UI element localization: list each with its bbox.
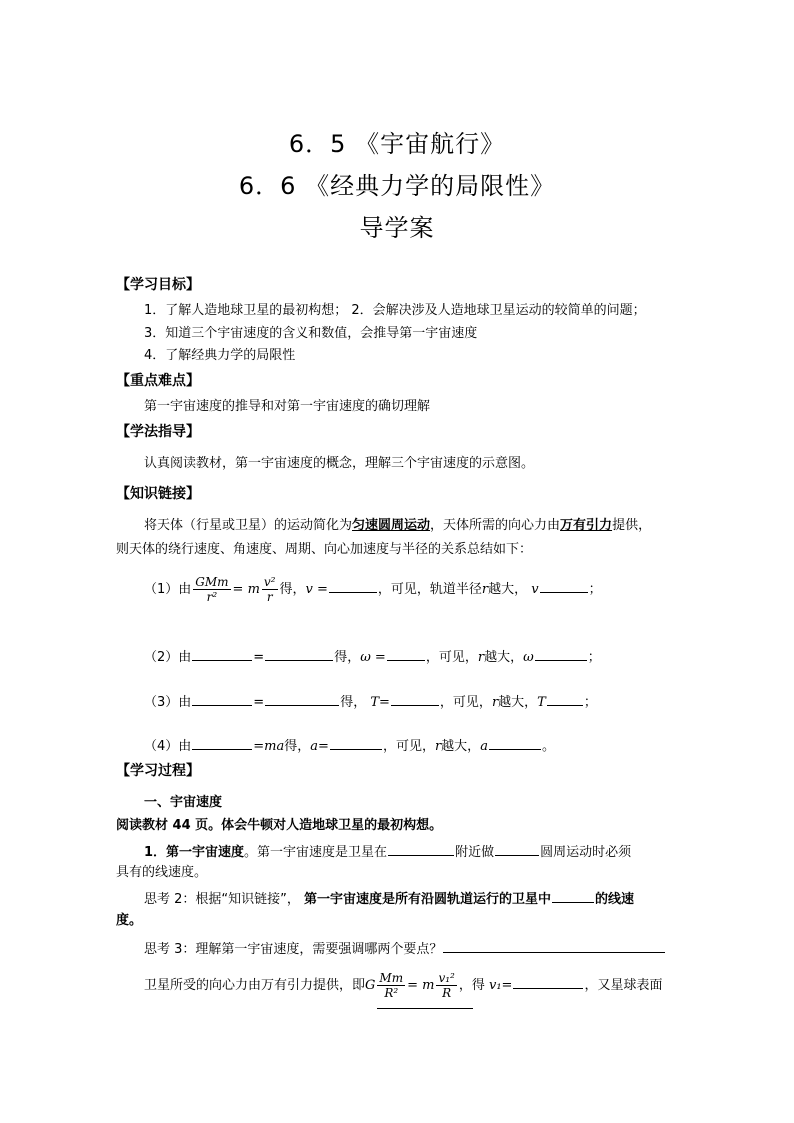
answer-blank[interactable] [443, 939, 665, 953]
var-G: G [365, 978, 376, 993]
q-prefix: （1）由 [144, 582, 192, 597]
q-text: ； [588, 582, 602, 597]
answer-blank[interactable] [513, 975, 583, 989]
q-text: 。 [541, 739, 555, 754]
var-omega: ω [523, 650, 534, 665]
first-cosmic-speed [144, 842, 631, 862]
p1-text: 附近做 [455, 845, 495, 860]
answer-blank[interactable] [552, 889, 594, 903]
q-text: 越大， [484, 650, 524, 665]
answer-blank[interactable] [330, 736, 382, 750]
last-text: ，又星球表面 [584, 978, 663, 993]
keypoints-heading: 【重点难点】 [116, 373, 200, 389]
var-T: T= [370, 695, 390, 710]
equals-m: = m [232, 582, 260, 597]
q-text: ，可见， [439, 695, 492, 710]
reading-instruction: 阅读教材 44 页。体会牛顿对人造地球卫星的最初构想。 [116, 818, 443, 833]
q-text: 得， [284, 739, 311, 754]
links-intro-line2: 则天体的绕行速度、角速度、周期、向心加速度与半径的关系总结如下： [116, 542, 533, 557]
var-r: r [491, 695, 499, 710]
q-text: 越大， [488, 582, 528, 597]
var-v1: v₁= [489, 978, 513, 993]
answer-blank[interactable] [388, 842, 454, 856]
doc-title-1: 6．5 《宇宙航行》 [288, 130, 506, 158]
p1-text: 圆周运动时必须 [540, 845, 632, 860]
answer-blank[interactable] [192, 647, 252, 661]
think2-bold: 第一宇宙速度是所有沿圆轨道运行的卫星中 [304, 892, 552, 907]
q-text: = [253, 695, 265, 710]
objective-item: 3．知道三个宇宙速度的含义和数值，会推导第一宇宙速度 [144, 326, 478, 341]
answer-blank[interactable] [265, 647, 333, 661]
objectives-heading: 【学习目标】 [116, 277, 200, 293]
var-r: r [481, 582, 489, 597]
p1-text: 。第一宇宙速度是卫星在 [244, 845, 388, 860]
links-intro [144, 517, 651, 535]
frac-num: v₁² [438, 971, 455, 985]
question-4 [144, 736, 555, 756]
question-3 [144, 692, 597, 712]
frac-den: r² [206, 590, 218, 604]
answer-blank[interactable] [535, 647, 587, 661]
q-text: 得， [334, 650, 361, 665]
q-prefix: （3）由 [144, 695, 192, 710]
equals-m: = m [407, 978, 435, 993]
answer-blank[interactable] [547, 692, 583, 706]
links-heading: 【知识链接】 [116, 486, 200, 502]
first-cosmic-speed-line2: 具有的线速度。 [116, 865, 208, 880]
last-text: 卫星所受的向心力由万有引力提供，即 [144, 978, 366, 993]
last-paragraph [144, 966, 662, 1006]
question-1 [144, 572, 602, 608]
q-text: ，可见， [425, 650, 478, 665]
fraction-gmm-r2 [193, 575, 230, 604]
intro-text: 将天体（行星或卫星）的运动简化为 [144, 518, 353, 533]
var-v: v = [305, 582, 328, 597]
var-a: a= [310, 739, 329, 754]
var-a: a [480, 739, 488, 754]
var-ma: =ma [253, 739, 285, 754]
q-text: ； [587, 650, 601, 665]
objective-item: 4．了解经典力学的局限性 [144, 348, 296, 363]
frac-den: r [266, 590, 273, 604]
think2-text: 思考 2：根据“知识链接”， [144, 892, 300, 907]
answer-blank[interactable] [329, 579, 377, 593]
p1-bold: 1．第一宇宙速度 [144, 845, 245, 860]
frac-num: Mm [379, 971, 404, 985]
q-text: = [253, 650, 265, 665]
q-text: ，可见， [382, 739, 435, 754]
frac-den: R² [384, 986, 399, 1000]
method-heading: 【学法指导】 [116, 424, 200, 440]
q-text: 得， [340, 695, 367, 710]
var-r: r [434, 739, 442, 754]
formula-underline [377, 1008, 473, 1009]
fraction-v2-r [262, 575, 278, 604]
intro-text: 提供， [612, 518, 652, 533]
keypoints-text: 第一宇宙速度的推导和对第一宇宙速度的确切理解 [144, 399, 431, 414]
fraction-v1-r [436, 971, 456, 1000]
think3-text: 思考 3：理解第一宇宙速度，需要强调哪两个要点？ [144, 942, 443, 957]
fraction-mm-r2 [377, 971, 405, 1000]
intro-emphasis: 万有引力 [560, 518, 613, 533]
answer-blank[interactable] [192, 736, 252, 750]
q-prefix: （2）由 [144, 650, 192, 665]
method-text: 认真阅读教材，第一宇宙速度的概念，理解三个宇宙速度的示意图。 [144, 456, 535, 471]
think2-bold: 的线速 [595, 892, 635, 907]
doc-title-2: 6．6 《经典力学的局限性》 [238, 172, 556, 200]
frac-num: GMm [195, 575, 229, 589]
last-text: ，得 [458, 978, 485, 993]
frac-num: v² [263, 575, 276, 589]
think-3 [144, 939, 666, 959]
answer-blank[interactable] [540, 579, 588, 593]
think-2 [144, 889, 634, 909]
q-text: ； [583, 695, 597, 710]
var-r: r [477, 650, 485, 665]
answer-blank[interactable] [391, 692, 439, 706]
var-omega: ω = [360, 650, 386, 665]
q-text: ，可见，轨道半径 [377, 582, 482, 597]
var-v: v [531, 582, 539, 597]
answer-blank[interactable] [495, 842, 539, 856]
answer-blank[interactable] [489, 736, 541, 750]
subheading-cosmic-speed: 一、宇宙速度 [144, 795, 223, 810]
frac-den: R [442, 986, 452, 1000]
objective-item: 1．了解人造地球卫星的最初构想； 2．会解决涉及人造地球卫星运动的较简单的问题； [144, 303, 646, 318]
intro-text: ，天体所需的向心力由 [430, 518, 561, 533]
answer-blank[interactable] [265, 692, 339, 706]
q-text: 得， [279, 582, 306, 597]
question-2 [144, 647, 601, 667]
q-prefix: （4）由 [144, 739, 192, 754]
answer-blank[interactable] [387, 647, 425, 661]
q-text: 越大， [441, 739, 481, 754]
answer-blank[interactable] [192, 692, 252, 706]
think-2-line2: 度。 [116, 913, 143, 928]
doc-title-3: 导学案 [359, 214, 435, 242]
var-T: T [537, 695, 546, 710]
intro-emphasis: 匀速圆周运动 [352, 518, 431, 533]
process-heading: 【学习过程】 [116, 763, 200, 779]
q-text: 越大， [498, 695, 538, 710]
